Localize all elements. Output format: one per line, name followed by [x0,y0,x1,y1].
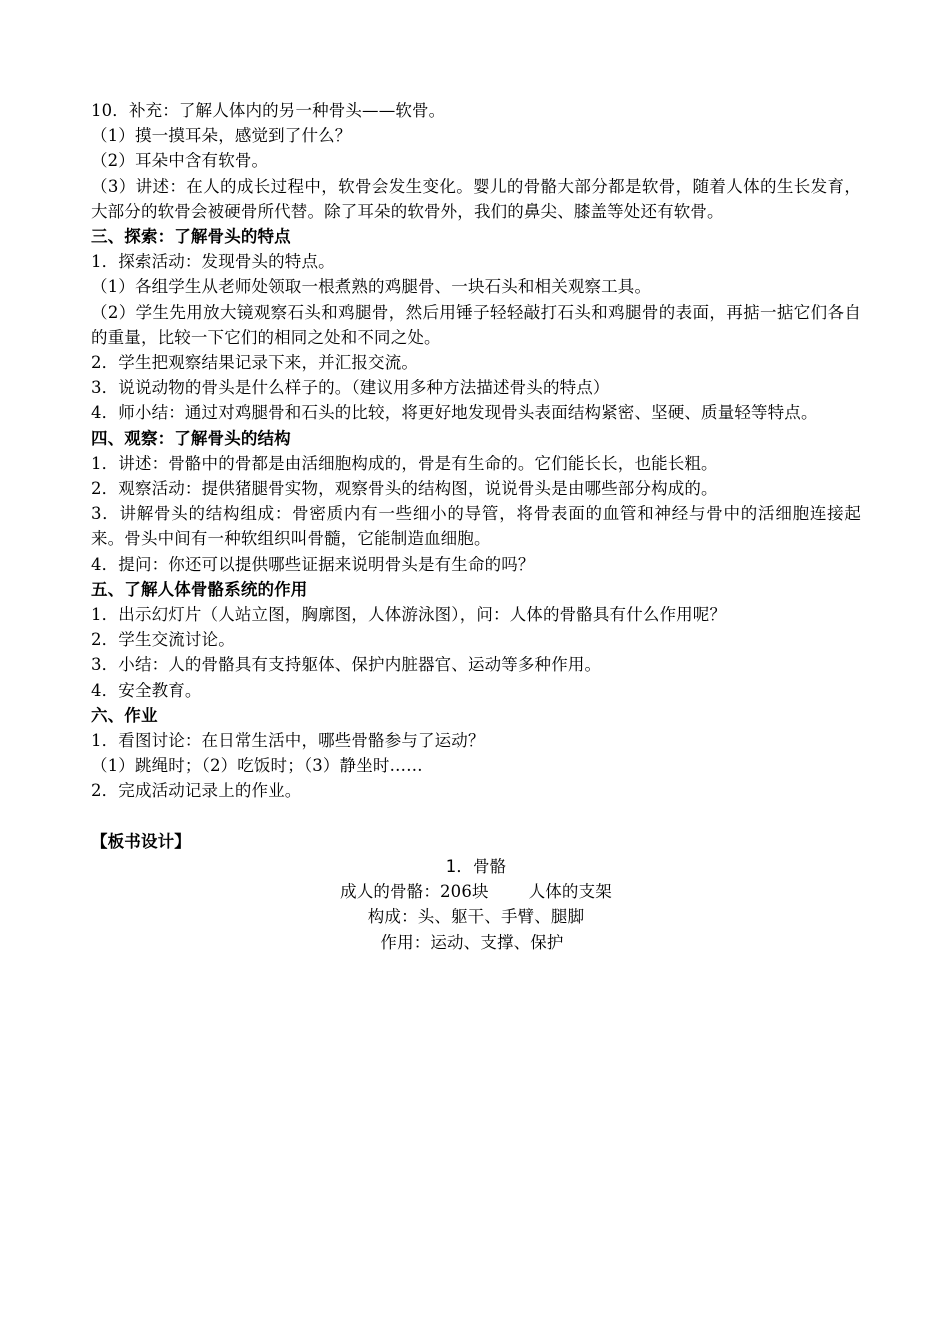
board-line1-right: 人体的支架 [528,882,612,902]
paragraph: 4．师小结：通过对鸡腿骨和石头的比较，将更好地发现骨头表面结构紧密、坚硬、质量轻等特点。 [91,403,818,423]
section-heading: 六、作业 [91,705,158,725]
board-line-skeleton-count [91,879,861,904]
section-heading: 四、观察：了解骨头的结构 [91,428,291,448]
paragraph: 1．探索活动：发现骨头的特点。 [91,252,335,272]
section-heading: 五、了解人体骨骼系统的作用 [91,579,308,599]
paragraph: 1．出示幻灯片（人站立图，胸廓图，人体游泳图），问：人体的骨骼具有什么作用呢？ [91,605,727,625]
paragraph: 2．学生交流讨论。 [91,630,235,650]
blank-line [91,804,861,829]
paragraph: （1）各组学生从老师处领取一根煮熟的鸡腿骨、一块石头和相关观察工具。 [91,277,652,297]
paragraph: 4．提问：你还可以提供哪些证据来说明骨头是有生命的吗？ [91,554,535,574]
paragraph: （2）耳朵中含有软骨。 [91,151,269,171]
board-line-function: 作用：运动、支撑、保护 [380,932,564,952]
board-line1-left: 成人的骨骼：206块 [340,882,489,902]
paragraph: 1．讲述：骨骼中的骨都是由活细胞构成的，骨是有生命的。它们能长长，也能长粗。 [91,453,718,473]
section-heading: 三、探索：了解骨头的特点 [91,227,291,247]
board-heading: 1．骨骼 [445,857,507,877]
paragraph: （1）摸一摸耳朵，感觉到了什么？ [91,126,352,146]
board-design-title: 【板书设计】 [91,831,191,851]
paragraph: 2．完成活动记录上的作业。 [91,781,302,801]
paragraph: 1．看图讨论：在日常生活中，哪些骨骼参与了运动？ [91,731,485,751]
paragraph: 3．小结：人的骨骼具有支持躯体、保护内脏器官、运动等多种作用。 [91,655,602,675]
board-line-composition: 构成：头、躯干、手臂、腿脚 [367,907,585,927]
lesson-body [91,98,861,804]
paragraph: 3．讲解骨头的结构组成：骨密质内有一些细小的导管，将骨表面的血管和神经与骨中的活细胞连接起来。骨头中间有一种软组织叫骨髓，它能制造血细胞。 [91,504,861,549]
paragraph: 10．补充：了解人体内的另一种骨头——软骨。 [91,101,446,120]
paragraph: 4．安全教育。 [91,680,202,700]
paragraph: 3．说说动物的骨头是什么样子的。（建议用多种方法描述骨头的特点） [91,378,610,398]
paragraph: （2）学生先用放大镜观察石头和鸡腿骨，然后用锤子轻轻敲打石头和鸡腿骨的表面，再掂一掂它们各自的重量，比较一下它们的相同之处和不同之处。 [91,302,861,347]
document-page [91,98,861,955]
paragraph: 2．观察活动：提供猪腿骨实物，观察骨头的结构图，说说骨头是由哪些部分构成的。 [91,479,718,499]
paragraph: 2．学生把观察结果记录下来，并汇报交流。 [91,353,418,373]
paragraph: （1）跳绳时；（2）吃饭时；（3）静坐时…… [91,756,423,776]
paragraph: （3）讲述：在人的成长过程中，软骨会发生变化。婴儿的骨骼大部分都是软骨，随着人体的生长发育，大部分的软骨会被硬骨所代替。除了耳朵的软骨外，我们的鼻尖、膝盖等处还有软骨。 [91,176,861,221]
